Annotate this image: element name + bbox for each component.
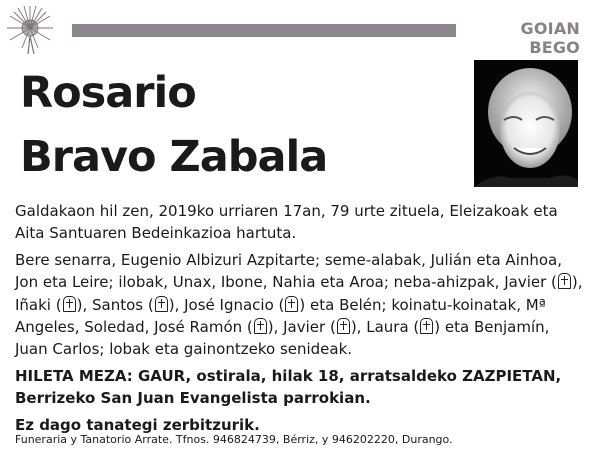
header-bar [72, 24, 456, 37]
header-title: GOIAN BEGO [520, 19, 580, 57]
death-notice: Galdakaon hil zen, 2019ko urriaren 17an, 79 urte zituela, Eleizakoak eta Aita Santuaren Bedeinkazioa hartuta. [15, 202, 558, 243]
family-text: ), José Ignacio ( [168, 295, 285, 314]
thistle-emblem-icon [4, 4, 56, 56]
cross-icon [63, 296, 76, 312]
family-text: ), Santos ( [76, 295, 154, 314]
obituary-body [15, 200, 585, 436]
deceased-surnames: Bravo Zabala [20, 132, 328, 182]
cross-icon [420, 318, 433, 334]
cross-icon [337, 318, 350, 334]
no-wake-notice: Ez dago tanategi zerbitzurik. [15, 415, 260, 434]
funeral-mass: HILETA MEZA: GAUR, ostirala, hilak 18, arratsaldeko ZAZPIETAN, Berrizeko San Juan Evangelista parrokian. [15, 366, 562, 408]
portrait-photo [474, 60, 578, 187]
cross-icon [254, 318, 267, 334]
cross-icon [285, 296, 298, 312]
deceased-first-name: Rosario [20, 68, 196, 118]
family-text: ), Javier ( [267, 318, 336, 337]
family-text: ), Laura ( [350, 318, 420, 337]
family-text: Bere senarra, Eugenio Albizuri Azpitarte; seme-alabak, Julián eta Ainhoa, Jon eta Leire; ilobak, Unax, Ibone, Nahia eta Aroa; neba-ahizpak, Javier ( [15, 250, 563, 292]
family-text: ) eta Benjamín, Juan Carlos; lobak eta gainontzeko senideak. [15, 318, 550, 359]
cross-icon [558, 273, 571, 289]
funeral-home-footer: Funeraria y Tanatorio Arrate. Tfnos. 946824739, Bérriz, y 946202220, Durango. [15, 433, 453, 446]
family-list [15, 249, 585, 361]
family-text: ), Iñaki ( [15, 273, 583, 314]
cross-icon [155, 296, 168, 312]
family-text: ) eta Belén; koinatu-koinatak, Mª Angeles, Soledad, José Ramón ( [15, 295, 546, 337]
